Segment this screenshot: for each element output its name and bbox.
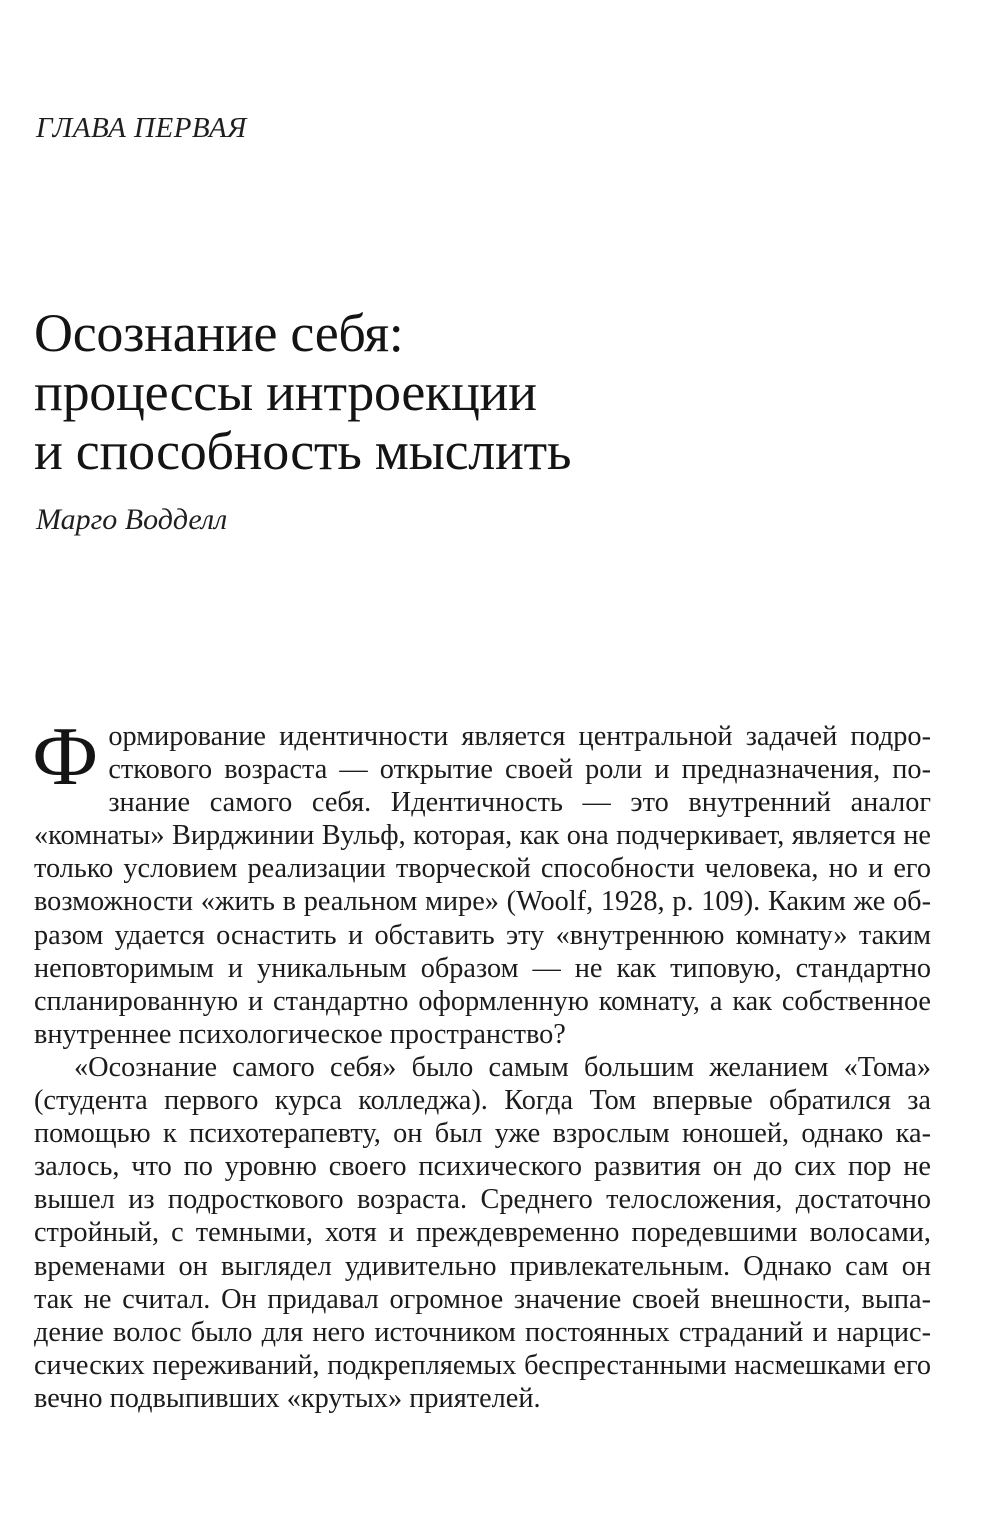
title-line: процессы интроекции — [34, 362, 537, 422]
title-line: Осознание себя: — [34, 303, 404, 363]
author-name: Марго Водделл — [36, 503, 228, 536]
chapter-label: ГЛАВА ПЕРВАЯ — [36, 112, 247, 144]
paragraph: «Осознание самого себя» было самым большим желанием «Тома» (студента первого курса колледжа). Когда Том впервые обратился за помощью к психотерапевту, он был уже взрослым юношей, однако казалось, что по уровню своего психического развития он до сих пор не вышел из подросткового возраста. Среднего телосложения, достаточно стройный, с темными, хотя и преждевременно поредевшими волосами, временами он выглядел удивительно привлекательным. Однако сам он так не считал. Он придавал огромное значение своей внешности, выпадение волос было для него источником постоянных страданий и нарциссических переживаний, подкрепляемых беспрестанными насмешками его вечно подвыпивших «крутых» приятелей. — [34, 1051, 931, 1414]
paragraph — [32, 710, 931, 1051]
drop-cap: Ф — [32, 710, 99, 803]
paragraph-text: ормирование идентичности является центральной задачей подросткового возраста — открытие своей роли и предназначения, познание самого себя. Идентичность — это внутренний аналог «комнаты» Вирджинии Вульф, которая, как она подчеркивает, является не только условием реализации творческой способности человека, но и его возможности «жить в реальном мире» (Woolf, 1928, p. 109). Каким же образом удается оснастить и обставить эту «внутреннюю комнату» таким неповторимым и уникальным образом — не как типовую, стандартно спланированную и стандартно оформленную комнату, а как собственное внутреннее психологическое пространство? — [34, 721, 931, 1050]
title-line: и способность мыслить — [34, 421, 572, 481]
chapter-title — [34, 304, 571, 481]
body-text — [32, 710, 931, 1415]
